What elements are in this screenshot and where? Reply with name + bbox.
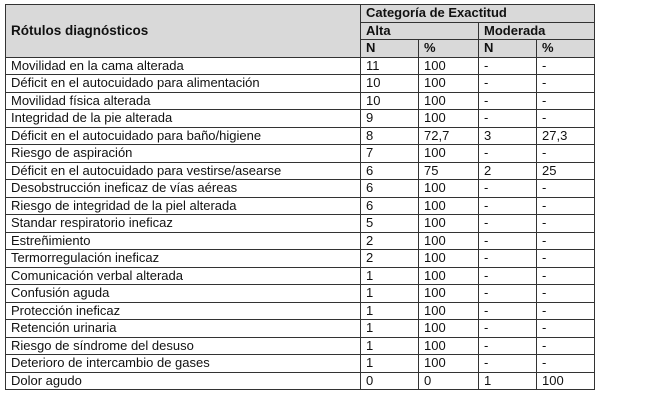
moderada-pct-cell: - [537,215,595,233]
alta-pct-cell: 100 [419,145,479,163]
moderada-pct-cell: - [537,337,595,355]
subheader-alta: Alta [361,22,479,40]
table-row [6,337,595,355]
table-row [6,267,595,285]
alta-n-cell: 1 [361,320,419,338]
moderada-n-cell: - [479,215,537,233]
alta-pct-cell: 100 [419,320,479,338]
moderada-pct-cell: - [537,75,595,93]
moderada-n-cell: 2 [479,162,537,180]
alta-n-cell: 5 [361,215,419,233]
alta-pct-header: % [419,40,479,58]
table-row [6,302,595,320]
moderada-n-cell: 3 [479,127,537,145]
moderada-pct-cell: - [537,355,595,373]
alta-pct-cell: 100 [419,285,479,303]
moderada-pct-cell: - [537,285,595,303]
moderada-pct-cell: 100 [537,372,595,390]
diagnosis-label: Comunicación verbal alterada [6,267,361,285]
moderada-n-cell: - [479,145,537,163]
diagnosis-label: Estreñimiento [6,232,361,250]
diagnosis-label: Standar respiratorio ineficaz [6,215,361,233]
moderada-n-cell: - [479,110,537,128]
diagnosis-label: Riesgo de síndrome del desuso [6,337,361,355]
diagnosis-label: Movilidad física alterada [6,92,361,110]
table-row [6,127,595,145]
moderada-pct-header: % [537,40,595,58]
alta-pct-cell: 75 [419,162,479,180]
diagnosis-label: Déficit en el autocuidado para baño/higiene [6,127,361,145]
moderada-n-cell: - [479,250,537,268]
diagnosis-label: Riesgo de aspiración [6,145,361,163]
diagnosis-label: Dolor agudo [6,372,361,390]
moderada-n-cell: - [479,320,537,338]
alta-n-cell: 6 [361,180,419,198]
alta-n-cell: 10 [361,92,419,110]
diagnosis-label: Déficit en el autocuidado para vestirse/asearse [6,162,361,180]
moderada-pct-cell: 27,3 [537,127,595,145]
diagnosis-label: Retención urinaria [6,320,361,338]
alta-pct-cell: 100 [419,250,479,268]
table-row [6,285,595,303]
moderada-pct-cell: - [537,57,595,75]
alta-pct-cell: 100 [419,337,479,355]
moderada-pct-cell: 25 [537,162,595,180]
table-body [6,57,595,390]
alta-n-cell: 1 [361,355,419,373]
diagnosis-label: Protección ineficaz [6,302,361,320]
alta-n-cell: 1 [361,302,419,320]
alta-n-cell: 8 [361,127,419,145]
moderada-n-cell: - [479,285,537,303]
moderada-n-cell: - [479,337,537,355]
alta-pct-cell: 100 [419,355,479,373]
moderada-n-cell: - [479,302,537,320]
table-row [6,250,595,268]
table-row [6,110,595,128]
alta-pct-cell: 100 [419,110,479,128]
alta-n-cell: 1 [361,285,419,303]
alta-n-cell: 6 [361,162,419,180]
alta-pct-cell: 100 [419,57,479,75]
table-container [5,4,595,390]
table-row [6,145,595,163]
moderada-pct-cell: - [537,320,595,338]
alta-n-cell: 10 [361,75,419,93]
alta-n-cell: 6 [361,197,419,215]
table-row [6,232,595,250]
table-row [6,320,595,338]
alta-pct-cell: 100 [419,75,479,93]
moderada-n-cell: - [479,267,537,285]
table-row [6,372,595,390]
alta-pct-cell: 100 [419,92,479,110]
table-row [6,75,595,93]
diagnosis-label: Integridad de la pie alterada [6,110,361,128]
diagnosis-label: Movilidad en la cama alterada [6,57,361,75]
alta-n-cell: 9 [361,110,419,128]
alta-n-cell: 1 [361,337,419,355]
moderada-n-cell: 1 [479,372,537,390]
diagnosis-label: Confusión aguda [6,285,361,303]
row-label-header: Rótulos diagnósticos [6,5,361,58]
alta-pct-cell: 100 [419,215,479,233]
alta-n-cell: 2 [361,250,419,268]
moderada-pct-cell: - [537,180,595,198]
moderada-n-cell: - [479,92,537,110]
moderada-pct-cell: - [537,110,595,128]
diagnosis-label: Desobstrucción ineficaz de vías aéreas [6,180,361,198]
moderada-n-cell: - [479,180,537,198]
diagnostic-accuracy-table [5,4,595,390]
alta-pct-cell: 100 [419,232,479,250]
table-row [6,180,595,198]
moderada-n-cell: - [479,232,537,250]
moderada-pct-cell: - [537,197,595,215]
alta-pct-cell: 100 [419,197,479,215]
alta-pct-cell: 100 [419,267,479,285]
diagnosis-label: Deterioro de intercambio de gases [6,355,361,373]
table-row [6,57,595,75]
moderada-pct-cell: - [537,145,595,163]
alta-pct-cell: 100 [419,302,479,320]
subheader-moderada: Moderada [479,22,595,40]
moderada-pct-cell: - [537,250,595,268]
moderada-pct-cell: - [537,232,595,250]
alta-pct-cell: 0 [419,372,479,390]
alta-pct-cell: 72,7 [419,127,479,145]
alta-pct-cell: 100 [419,180,479,198]
moderada-pct-cell: - [537,302,595,320]
diagnosis-label: Termorregulación ineficaz [6,250,361,268]
moderada-pct-cell: - [537,267,595,285]
group-header: Categoría de Exactitud [361,5,595,23]
alta-n-cell: 11 [361,57,419,75]
moderada-pct-cell: - [537,92,595,110]
table-row [6,162,595,180]
moderada-n-cell: - [479,75,537,93]
moderada-n-cell: - [479,57,537,75]
alta-n-header: N [361,40,419,58]
moderada-n-cell: - [479,355,537,373]
alta-n-cell: 1 [361,267,419,285]
table-row [6,355,595,373]
diagnosis-label: Riesgo de integridad de la piel alterada [6,197,361,215]
alta-n-cell: 2 [361,232,419,250]
alta-n-cell: 7 [361,145,419,163]
diagnosis-label: Déficit en el autocuidado para alimentación [6,75,361,93]
moderada-n-cell: - [479,197,537,215]
table-row [6,197,595,215]
moderada-n-header: N [479,40,537,58]
table-row [6,92,595,110]
alta-n-cell: 0 [361,372,419,390]
table-row [6,215,595,233]
